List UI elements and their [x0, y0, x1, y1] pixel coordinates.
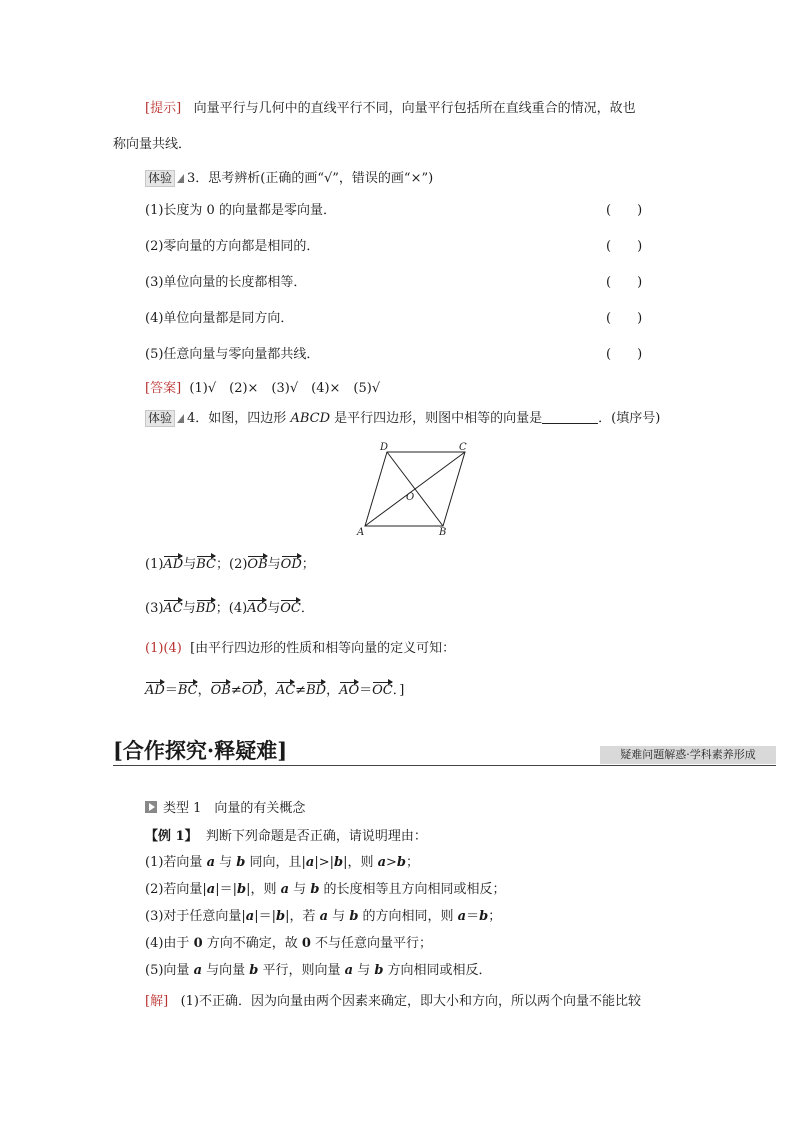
answer-tag: [答案] [145, 381, 182, 396]
label-o: O [406, 492, 415, 503]
exp3-title: 体验 3．思考辨析(正确的画“√”，错误的画“×”) [145, 170, 433, 188]
section-divider [113, 765, 776, 766]
section-title: [合作探究·释疑难] [113, 738, 288, 763]
exp3-item-5: (5)任意向量与零向量都共线． [145, 347, 320, 362]
label-c: C [459, 442, 467, 453]
label-a: A [357, 527, 365, 538]
example1-line-2: (2)若向量|a|＝|b|，则 a 与 b 的长度相等且方向相同或相反； [145, 882, 506, 897]
example1-tag: 【例 1】 [145, 829, 198, 844]
exp3-paren-4: ( ) [606, 311, 643, 326]
parallelogram-figure [352, 440, 492, 540]
exp3-item-1: (1)长度为 0 的向量都是零向量． [145, 203, 336, 218]
exp3-paren-1: ( ) [606, 203, 643, 218]
label-b: B [439, 527, 447, 538]
example1-intro: 【例 1】 判断下列命题是否正确，请说明理由： [145, 829, 427, 844]
exp4-tag: 体验 [145, 410, 175, 427]
type1-heading: 类型 1 向量的有关概念 [145, 800, 305, 818]
exp3-tag: 体验 [145, 170, 175, 187]
hint-line-1 [145, 100, 636, 118]
example1-line-3: (3)对于任意向量|a|＝|b|，若 a 与 b 的方向相同，则 a＝b； [145, 909, 502, 924]
solution-tag: [解] [145, 994, 169, 1009]
exp3-item-2: (2)零向量的方向都是相同的． [145, 239, 320, 254]
example1-line-5: (5)向量 a 与向量 b 平行，则向量 a 与 b 方向相同或相反． [145, 963, 492, 978]
exp3-paren-3: ( ) [606, 275, 643, 290]
exp4-answer-tag: (1)(4) [145, 641, 182, 656]
hint-tag: [提示] [145, 101, 182, 116]
exp3-answer: [答案] (1)√ (2)× (3)√ (4)× (5)√ [145, 381, 381, 396]
exp3-item-4: (4)单位向量都是同方向． [145, 311, 294, 326]
section-subtitle: 疑难问题解惑·学科素养形成 [600, 746, 776, 764]
exp3-paren-5: ( ) [606, 347, 643, 362]
solution-line: [解] (1)不正确．因为向量由两个因素来确定，即大小和方向，所以两个向量不能比较 [145, 994, 641, 1009]
exp4-answer-line: AD＝BC，OB≠OD，AC≠BD，AO＝OC．] [145, 680, 404, 700]
triangle-icon [177, 174, 184, 183]
example1-line-1: (1)若向量 a 与 b 同向，且|a|>|b|，则 a>b； [145, 855, 420, 870]
exp3-item-3: (3)单位向量的长度都相等． [145, 275, 307, 290]
hint-text: 向量平行与几何中的直线平行不同，向量平行包括所在直线重合的情况，故也 [193, 101, 636, 116]
exp4-answer: (1)(4) [由平行四边形的性质和相等向量的定义可知： [145, 641, 456, 656]
label-d: D [380, 442, 389, 453]
play-icon [145, 801, 157, 813]
triangle-icon [177, 414, 184, 423]
diagonal-bd [387, 452, 443, 526]
exp4-option-2: (3)AC与BD；(4)AO与OC． [145, 598, 314, 618]
exp4-option-1: (1)AD与BC；(2)OB与OD； [145, 554, 315, 574]
exp3-paren-2: ( ) [606, 239, 643, 254]
example1-line-4: (4)由于 0 方向不确定，故 0 不与任意向量平行； [145, 936, 433, 951]
hint-line-2: 称向量共线． [113, 137, 192, 152]
exp4-question: 体验 4．如图，四边形 ABCD 是平行四边形，则图中相等的向量是 ．(填序号) [145, 410, 660, 428]
answer-blank [542, 411, 598, 424]
